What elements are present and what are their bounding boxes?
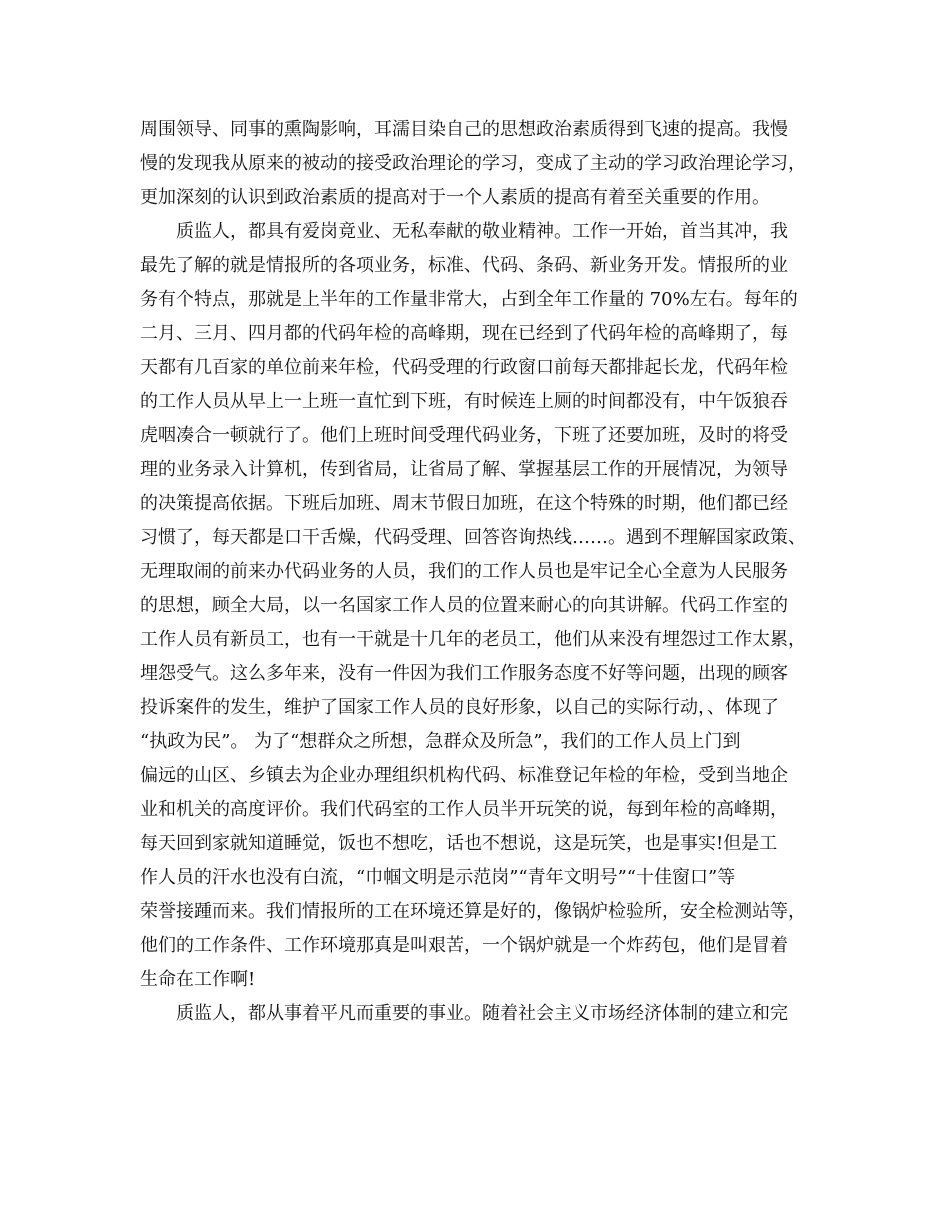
text-line: “执政为民”。 为了“想群众之所想，急群众及所急”，我们的工作人员上门到	[140, 731, 741, 752]
text-line: 更加深刻的认识到政治素质的提高对于一个人素质的提高有着至关重要的作用。	[140, 187, 770, 208]
text-line: 的决策提高依据。下班后加班、周末节假日加班，在这个特殊的时期，他们都已经	[140, 493, 788, 514]
text-line: 周围领导、同事的熏陶影响，耳濡目染自己的思想政治素质得到飞速的提高。我慢	[140, 119, 788, 140]
text-line: 习惯了，每天都是口干舌燥，代码受理、回答咨询热线……。遇到不理解国家政策、	[140, 527, 806, 548]
text-line: 的工作人员从早上一上班一直忙到下班，有时候连上厕的时间都没有，中午饭狼吞	[140, 391, 788, 412]
text-line: 质监人，都具有爱岗竟业、无私奉献的敬业精神。工作一开始，首当其冲，我	[176, 221, 788, 242]
text-line: 每天回到家就知道睡觉，饭也不想吃，话也不想说，这是玩笑，也是事实!但是工	[140, 833, 778, 854]
text-line: 虎咽凑合一顿就行了。他们上班时间受理代码业务，下班了还要加班，及时的将受	[140, 425, 788, 446]
text-line: 埋怨受气。这么多年来，没有一件因为我们工作服务态度不好等问题，出现的顾客	[140, 663, 788, 684]
text-line: 二月、三月、四月都的代码年检的高峰期，现在已经到了代码年检的高峰期了，每	[140, 323, 788, 344]
text-line: 工作人员有新员工，也有一干就是十几年的老员工，他们从来没有埋怨过工作太累，	[140, 629, 806, 650]
text-line: 质监人，都从事着平凡而重要的事业。随着社会主义市场经济体制的建立和完	[176, 1003, 788, 1024]
text-line: 理的业务录入计算机，传到省局，让省局了解、掌握基层工作的开展情况，为领导	[140, 459, 788, 480]
text-line: 偏远的山区、乡镇去为企业办理组织机构代码、标准登记年检的年检，受到当地企	[140, 765, 788, 786]
text-line: 慢的发现我从原来的被动的接受政治理论的学习，变成了主动的学习政治理论学习，	[140, 153, 806, 174]
body-text	[140, 113, 830, 1031]
text-line: 的思想，顾全大局，以一名国家工作人员的位置来耐心的向其讲解。代码工作室的	[140, 595, 788, 616]
text-line: 荣誉接踵而来。我们情报所的工在环境还算是好的，像锅炉检验所，安全检测站等，	[140, 901, 806, 922]
text-line: 务有个特点，那就是上半年的工作量非常大，占到全年工作量的 70%左右。每年的	[140, 289, 798, 310]
text-line: 生命在工作啊!	[140, 969, 256, 990]
text-line: 他们的工作条件、工作环境那真是叫艰苦，一个锅炉就是一个炸药包，他们是冒着	[140, 935, 788, 956]
text-line: 最先了解的就是情报所的各项业务，标准、代码、条码、新业务开发。情报所的业	[140, 255, 788, 276]
text-line: 天都有几百家的单位前来年检，代码受理的行政窗口前每天都排起长龙，代码年检	[140, 357, 788, 378]
text-line: 作人员的汗水也没有白流，“巾帼文明是示范岗”“青年文明号”“十佳窗口”等	[140, 867, 736, 888]
text-line: 业和机关的高度评价。我们代码室的工作人员半开玩笑的说，每到年检的高峰期，	[140, 799, 788, 820]
text-line: 无理取闹的前来办代码业务的人员，我们的工作人员也是牢记全心全意为人民服务	[140, 561, 788, 582]
text-line: 投诉案件的发生，维护了国家工作人员的良好形象，以自己的实际行动，、体现了	[140, 697, 779, 718]
